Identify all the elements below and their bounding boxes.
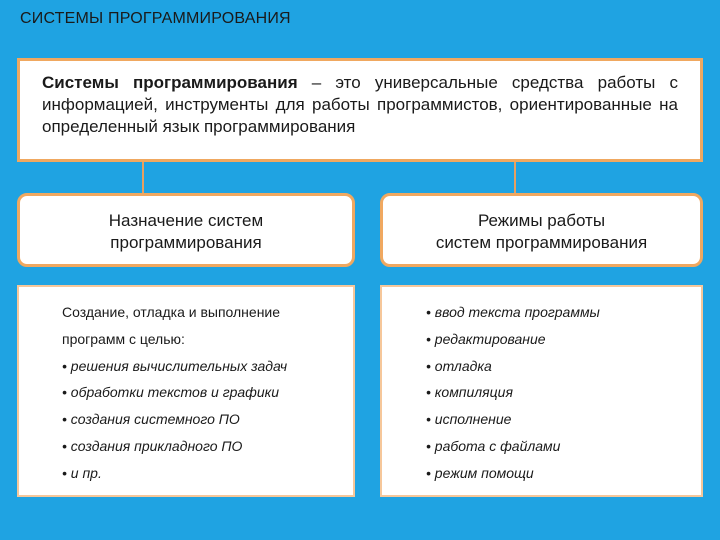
modes-heading-line2: систем программирования bbox=[435, 233, 648, 252]
definition-text: – это универсальные средства работы с информацией, инструменты для работы программистов, ориентированные на определенный язык программирования bbox=[42, 73, 678, 136]
mode-item: • редактирование bbox=[426, 330, 546, 347]
definition-box bbox=[17, 58, 703, 162]
purpose-item: • и пр. bbox=[62, 464, 102, 481]
modes-list bbox=[380, 285, 703, 497]
purpose-intro-line2: программ с целью: bbox=[62, 330, 185, 347]
purpose-heading-box bbox=[17, 193, 355, 267]
modes-heading-line1: Режимы работы bbox=[477, 211, 606, 230]
mode-item: • отладка bbox=[426, 357, 492, 374]
connector-left bbox=[142, 162, 144, 193]
purpose-heading-line1: Назначение систем bbox=[108, 211, 264, 230]
purpose-item: • создания прикладного ПО bbox=[62, 437, 243, 454]
purpose-heading-line2: программирования bbox=[110, 233, 262, 252]
mode-item: • компиляция bbox=[426, 384, 513, 401]
modes-heading-box bbox=[380, 193, 703, 267]
mode-item: • работа с файлами bbox=[426, 437, 561, 454]
mode-item: • режим помощи bbox=[426, 464, 534, 481]
purpose-item: • решения вычислительных задач bbox=[62, 357, 288, 374]
purpose-item: • обработки текстов и графики bbox=[62, 384, 280, 401]
purpose-list bbox=[17, 285, 355, 497]
definition-term: Системы программирования bbox=[42, 73, 298, 92]
purpose-intro-line1: Создание, отладка и выполнение bbox=[62, 304, 281, 320]
slide-title: СИСТЕМЫ ПРОГРАММИРОВАНИЯ bbox=[20, 10, 291, 27]
connector-right bbox=[514, 162, 516, 193]
purpose-item: • создания системного ПО bbox=[62, 411, 240, 428]
mode-item: • ввод текста программы bbox=[426, 304, 600, 320]
mode-item: • исполнение bbox=[426, 411, 512, 428]
